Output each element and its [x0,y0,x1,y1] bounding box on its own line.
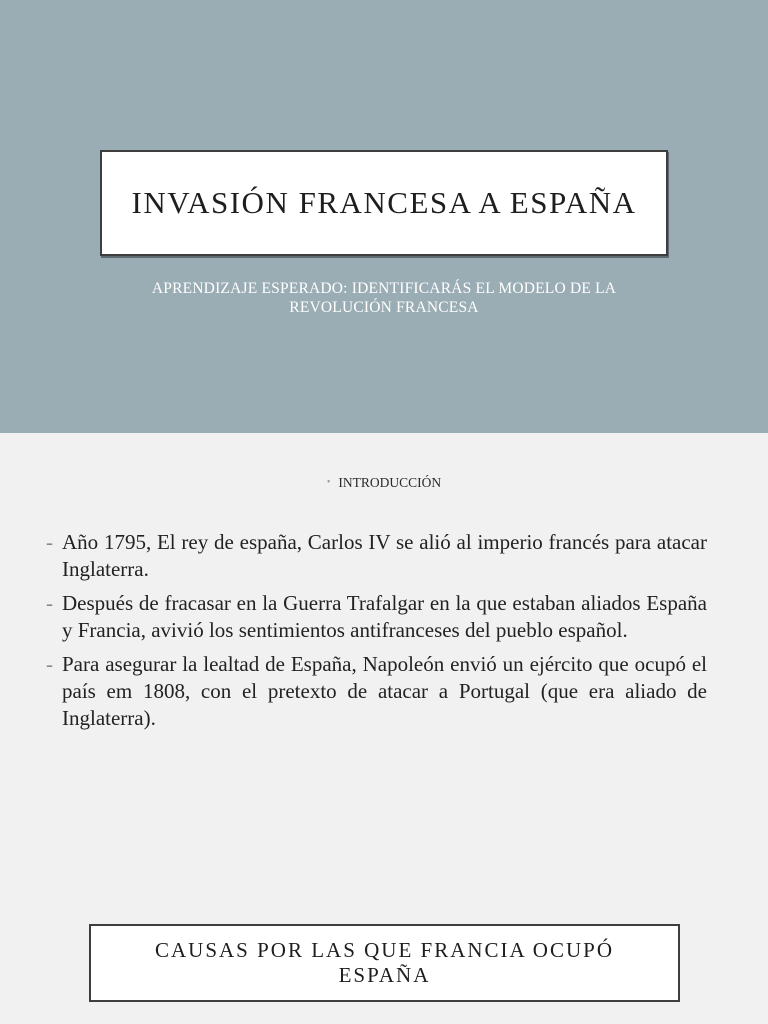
slide-title: INVASIÓN FRANCESA A ESPAÑA [131,185,637,220]
causes-title: CAUSAS POR LAS QUE FRANCIA OCUPÓ ESPAÑA [154,938,614,987]
intro-heading-text: INTRODUCCIÓN [338,475,442,490]
slide-subtitle: APRENDIZAJE ESPERADO: IDENTIFICARÁS EL MODELO DE LA REVOLUCIÓN FRANCESA [151,280,617,316]
list-item-text: Para asegurar la lealtad de España, Napoleón envió un ejército que ocupó el país em 1808, con el pretexto de atacar a Portugal (que era aliado de Inglaterra). [62,652,707,730]
list-item-text: Después de fracasar en la Guerra Trafalgar en la que estaban aliados España y Francia, avivió los sentimientos antifranceses del pueblo español. [62,591,707,642]
bullet-dot-icon: • [326,477,331,488]
list-item [46,590,707,644]
dash-bullet-icon: - [46,591,53,615]
dash-bullet-icon: - [46,530,53,554]
list-item [46,529,707,583]
intro-heading [0,475,768,491]
list-item-text: Año 1795, El rey de españa, Carlos IV se alió al imperio francés para atacar Inglaterra. [62,530,707,581]
title-slide [0,0,768,433]
intro-bullet-list [46,529,707,739]
list-item [46,651,707,732]
dash-bullet-icon: - [46,652,53,676]
title-box [100,150,668,256]
causes-title-box [89,924,680,1002]
